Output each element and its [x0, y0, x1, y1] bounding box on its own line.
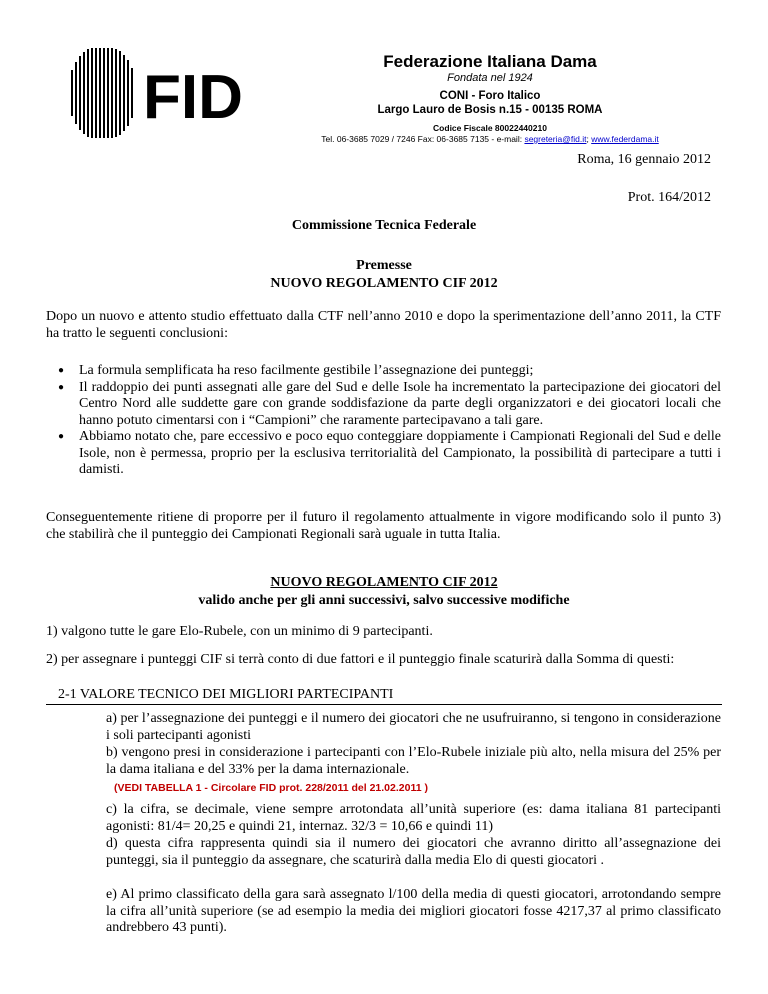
regulation-title: NUOVO REGOLAMENTO CIF 2012	[270, 575, 498, 590]
contacts-text: Tel. 06-3685 7029 / 7246 Fax: 06-3685 7135 - e-mail:	[321, 134, 525, 144]
list-item: ● La formula semplificata ha reso facilmente gestibile l’assegnazione dei punteggi;	[58, 363, 721, 380]
website-link[interactable]: www.federdama.it	[591, 134, 659, 144]
section-divider	[46, 704, 722, 705]
rule-item-a: a) per l’assegnazione dei punteggi e il numero dei giocatori che ne usufruiranno, si tengono in considerazione i soli partecipanti agonisti	[106, 711, 721, 743]
org-fiscal-code: Codice Fiscale 80022440210	[433, 123, 547, 133]
conclusions-list	[58, 363, 721, 479]
org-name: Federazione Italiana Dama	[383, 52, 597, 71]
rule-item-c: c) la cifra, se decimale, viene sempre arrotondata all’unità superiore (es: dama italiana 81 partecipanti agonisti: 81/4= 20,25 e quindi 21, internaz. 32/3 = 10,66 e quindi 11)	[106, 802, 721, 834]
logo-barcode-graphic	[71, 48, 133, 138]
rule-item-d: d) questa cifra rappresenta quindi sia il numero dei giocatori che avranno diritto all’assegnazione dei punteggi, sia il punteggio da assegnare, che scaturirà dalla media Elo di questi giocatori .	[106, 836, 721, 868]
org-contacts	[260, 134, 720, 145]
org-address: Largo Lauro de Bosis n.15 - 00135 ROMA	[377, 104, 603, 116]
regulation-subtitle: valido anche per gli anni successivi, salvo successive modifiche	[198, 593, 570, 608]
premesse-title: Premesse	[356, 258, 412, 273]
list-item: ● Abbiamo notato che, pare eccessivo e poco equo conteggiare doppiamente i Campionati Regionali del Sud e delle Isole, non è permessa, proprio per la esclusiva territorialità del Campionato, la possibilità di partecipare a tutti i damisti.	[58, 429, 721, 479]
organization-header	[260, 52, 720, 145]
section-2-1-heading: 2-1 VALORE TECNICO DEI MIGLIORI PARTECIPANTI	[58, 687, 394, 702]
rule-1: 1) valgono tutte le gare Elo-Rubele, con un minimo di 9 partecipanti.	[46, 624, 433, 639]
list-item: ● Il raddoppio dei punti assegnati alle gare del Sud e delle Isole ha incrementato la partecipazione dei giocatori del Centro Nord alle suddette gare con grande soddisfazione da parte degli organizzatori e dei giocatori locali che hanno potuto cimentarsi con i “Campioni” che raramente partecipavano a tali gare.	[58, 380, 721, 430]
org-coni: CONI - Foro Italico	[439, 90, 541, 102]
logo-text: FID	[143, 63, 243, 132]
fid-logo	[71, 48, 246, 138]
commission-name: Commissione Tecnica Federale	[291, 218, 477, 233]
contacts-separator: ;	[586, 134, 592, 144]
premesse-subtitle: NUOVO REGOLAMENTO CIF 2012	[270, 276, 498, 291]
conclusion-paragraph: Conseguentemente ritiene di proporre per il futuro il regolamento attualmente in vigore modificando solo il punto 3) che stabilirà che il punteggio dei Campionati Regionali sarà uguale in tutta Italia.	[46, 510, 721, 542]
intro-paragraph: Dopo un nuovo e attento studio effettuato dalla CTF nell’anno 2010 e dopo la sperimentazione dell’anno 2011, la CTF ha tratto le seguenti conclusioni:	[46, 309, 721, 341]
org-founded: Fondata nel 1924	[447, 72, 533, 84]
rule-item-e: e) Al primo classificato della gara sarà assegnato l/100 della media di questi giocatori, arrotondando sempre la cifra all’unità superiore (se ad esempio la media dei migliori giocatori fosse 4217,37 al primo classificato andrebbero 43 punti).	[106, 887, 721, 935]
letter-date: Roma, 16 gennaio 2012	[577, 152, 711, 167]
rule-item-b: b) vengono presi in considerazione i partecipanti con l’Elo-Rubele iniziale più alto, nella misura del 25% per la dama italiana e del 33% per la dama internazionale.	[106, 745, 721, 777]
email-link[interactable]: segreteria@fid.it	[524, 134, 587, 144]
protocol-number: Prot. 164/2012	[627, 190, 711, 205]
table-reference-note: (VEDI TABELLA 1 - Circolare FID prot. 228/2011 del 21.02.2011 )	[114, 782, 428, 794]
rule-2: 2) per assegnare i punteggi CIF si terrà conto di due fattori e il punteggio finale scaturirà dalla Somma di questi:	[46, 652, 675, 667]
